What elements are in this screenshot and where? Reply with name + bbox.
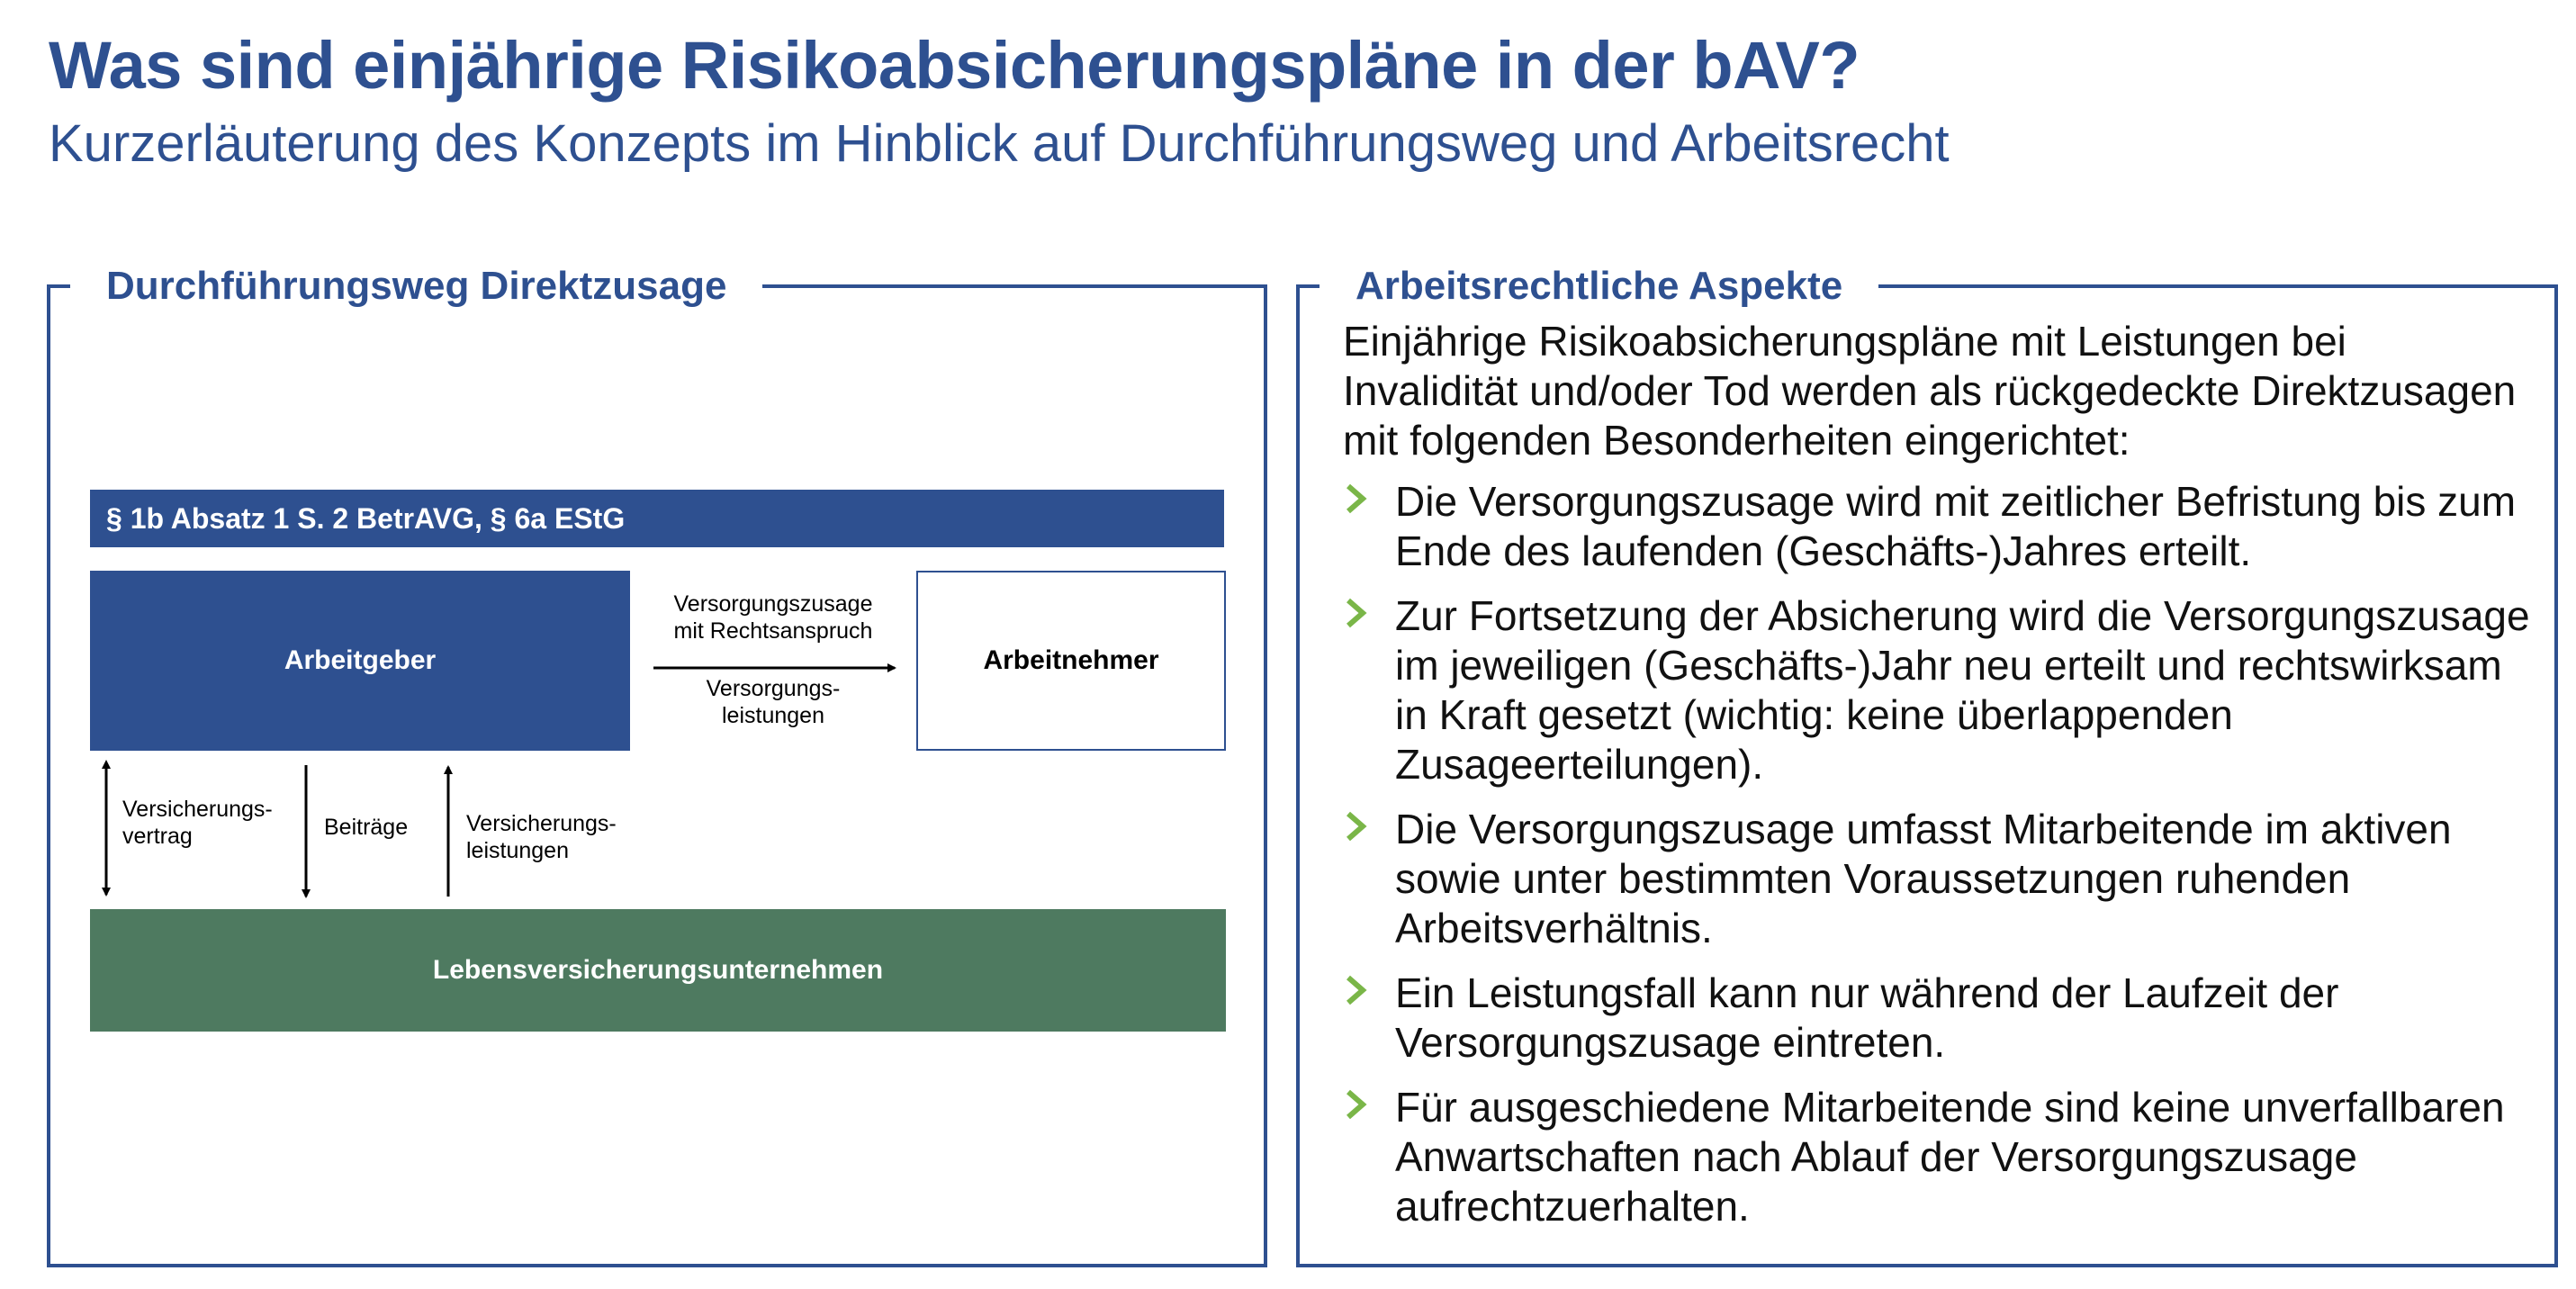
- list-item: [1343, 591, 2531, 789]
- intro-text: Einjährige Risikoabsicherungspläne mit Leistungen bei Invalidität und/oder Tod werden als rückgedeckte Direktzusagen mit folgenden Besonderheiten eingerichtet:: [1343, 318, 2517, 464]
- list-item-text: Die Versorgungszusage wird mit zeitlicher Befristung bis zum Ende des laufenden (Geschäfts-)Jahres erteilt.: [1395, 478, 2517, 574]
- list-item: [1343, 805, 2531, 953]
- right-panel-title: Arbeitsrechtliche Aspekte: [1320, 261, 1878, 311]
- chevron-right-icon: [1343, 808, 1372, 844]
- law-reference-bar: § 1b Absatz 1 S. 2 BetrAVG, § 6a EStG: [90, 490, 1224, 547]
- left-panel-title: Durchführungsweg Direktzusage: [70, 261, 762, 311]
- list-item-text: Zur Fortsetzung der Absicherung wird die Versorgungszusage im jeweiligen (Geschäfts-)Jahr neu erteilt und rechtswirksam in Kraft gesetzt (wichtig: keine überlappenden Zusageerteilungen).: [1395, 592, 2530, 788]
- pension-commitment-line-1: Versorgungszusage: [673, 591, 873, 617]
- chevron-right-icon: [1343, 972, 1372, 1008]
- chevron-right-icon: [1343, 595, 1372, 631]
- chevron-right-icon: [1343, 1086, 1372, 1122]
- chevron-right-icon: [1343, 481, 1372, 517]
- pension-benefits-line-2: leistungen: [722, 703, 824, 728]
- list-item: [1343, 477, 2531, 576]
- list-item: [1343, 1083, 2531, 1231]
- insurance-contract-line-2: vertrag: [122, 824, 193, 849]
- list-item: [1343, 969, 2531, 1068]
- insurance-contract-line-1: Versicherungs-: [122, 797, 273, 822]
- insurance-benefits-line-1: Versicherungs-: [466, 811, 617, 836]
- pension-commitment-line-2: mit Rechtsanspruch: [673, 618, 873, 644]
- aspects-list: [1343, 477, 2531, 1247]
- list-item-text: Ein Leistungsfall kann nur während der Laufzeit der Versorgungszusage eintreten.: [1395, 969, 2339, 1066]
- pension-benefits-line-1: Versorgungs-: [706, 676, 841, 701]
- page-subtitle: Kurzerläuterung des Konzepts im Hinblick auf Durchführungsweg und Arbeitsrecht: [49, 114, 1950, 173]
- employee-label: Arbeitnehmer: [983, 645, 1159, 675]
- page-title: Was sind einjährige Risikoabsicherungspläne in der bAV?: [49, 28, 1860, 103]
- contributions-label: Beiträge: [324, 815, 409, 840]
- insurer-label: Lebensversicherungsunternehmen: [432, 955, 884, 985]
- employer-label: Arbeitgeber: [284, 645, 437, 675]
- insurance-benefits-line-2: leistungen: [466, 838, 569, 863]
- list-item-text: Die Versorgungszusage umfasst Mitarbeitende im aktiven sowie unter bestimmten Voraussetzungen ruhenden Arbeitsverhältnis.: [1395, 806, 2452, 951]
- list-item-text: Für ausgeschiedene Mitarbeitende sind keine unverfallbaren Anwartschaften nach Ablauf der Versorgungszusage aufrechtzuerhalten.: [1395, 1084, 2505, 1230]
